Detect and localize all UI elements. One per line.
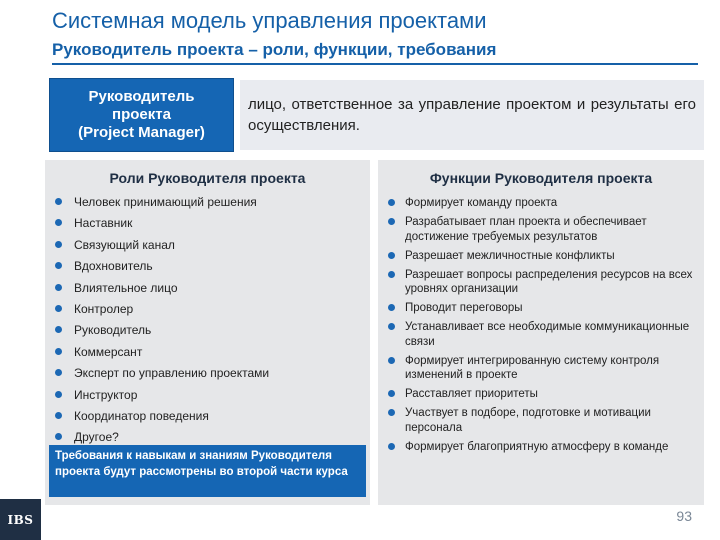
list-item: Эксперт по управлению проектами bbox=[45, 365, 370, 386]
bullet-icon bbox=[388, 199, 395, 206]
bullet-icon bbox=[388, 357, 395, 364]
slide-subtitle: Руководитель проекта – роли, функции, требования bbox=[52, 40, 497, 59]
list-item: Другое? bbox=[45, 429, 370, 450]
bullet-icon bbox=[388, 390, 395, 397]
list-item: Расставляет приоритеты bbox=[378, 387, 704, 402]
list-item: Формирует благоприятную атмосферу в команде bbox=[378, 440, 704, 455]
list-item: Контролер bbox=[45, 301, 370, 322]
bullet-icon bbox=[55, 369, 62, 376]
list-item: Разрешает межличностные конфликты bbox=[378, 249, 704, 264]
term-line: проекта bbox=[112, 106, 171, 123]
bullet-icon bbox=[388, 271, 395, 278]
term-box bbox=[49, 78, 234, 152]
list-item: Человек принимающий решения bbox=[45, 194, 370, 215]
bullet-icon bbox=[388, 252, 395, 259]
page-number: 93 bbox=[676, 508, 692, 524]
bullet-icon bbox=[388, 304, 395, 311]
definition-box bbox=[240, 80, 704, 150]
list-item: Наставник bbox=[45, 215, 370, 236]
functions-panel bbox=[378, 160, 704, 505]
bullet-icon bbox=[55, 305, 62, 312]
term-line: (Project Manager) bbox=[78, 124, 205, 141]
list-item: Влиятельное лицо bbox=[45, 280, 370, 301]
list-item: Устанавливает все необходимые коммуникационные связи bbox=[378, 320, 704, 349]
list-item: Координатор поведения bbox=[45, 408, 370, 429]
list-item: Проводит переговоры bbox=[378, 301, 704, 316]
list-item: Вдохновитель bbox=[45, 258, 370, 279]
bullet-icon bbox=[55, 198, 62, 205]
roles-list bbox=[45, 194, 370, 451]
list-item: Связующий канал bbox=[45, 237, 370, 258]
bullet-icon bbox=[388, 323, 395, 330]
bullet-icon bbox=[388, 218, 395, 225]
list-item: Инструктор bbox=[45, 387, 370, 408]
requirements-note: Требования к навыкам и знаниям Руководителя проекта будут рассмотрены во второй части курса bbox=[49, 445, 366, 497]
list-item: Разрабатывает план проекта и обеспечивает достижение требуемых результатов bbox=[378, 215, 704, 244]
functions-title: Функции Руководителя проекта bbox=[429, 170, 653, 186]
bullet-icon bbox=[55, 391, 62, 398]
bullet-icon bbox=[388, 409, 395, 416]
list-item: Коммерсант bbox=[45, 344, 370, 365]
list-item: Формирует интегрированную систему контроля изменений в проекте bbox=[378, 354, 704, 383]
list-item: Руководитель bbox=[45, 322, 370, 343]
title-divider bbox=[52, 63, 698, 65]
company-logo: IBS bbox=[0, 499, 41, 540]
functions-list bbox=[378, 196, 704, 454]
slide-title: Системная модель управления проектами bbox=[52, 8, 487, 33]
bullet-icon bbox=[55, 284, 62, 291]
bullet-icon bbox=[55, 412, 62, 419]
bullet-icon bbox=[55, 326, 62, 333]
bullet-icon bbox=[55, 241, 62, 248]
bullet-icon bbox=[55, 219, 62, 226]
bullet-icon bbox=[55, 433, 62, 440]
bullet-icon bbox=[55, 262, 62, 269]
list-item: Формирует команду проекта bbox=[378, 196, 704, 211]
roles-panel bbox=[45, 160, 370, 505]
list-item: Участвует в подборе, подготовке и мотивации персонала bbox=[378, 406, 704, 435]
bullet-icon bbox=[388, 443, 395, 450]
roles-title: Роли Руководителя проекта bbox=[109, 170, 306, 186]
definition-text: лицо, ответственное за управление проектом и результаты его осуществления. bbox=[248, 96, 696, 134]
list-item: Разрешает вопросы распределения ресурсов на всех уровнях организации bbox=[378, 268, 704, 297]
bullet-icon bbox=[55, 348, 62, 355]
term-line: Руководитель bbox=[88, 88, 195, 105]
